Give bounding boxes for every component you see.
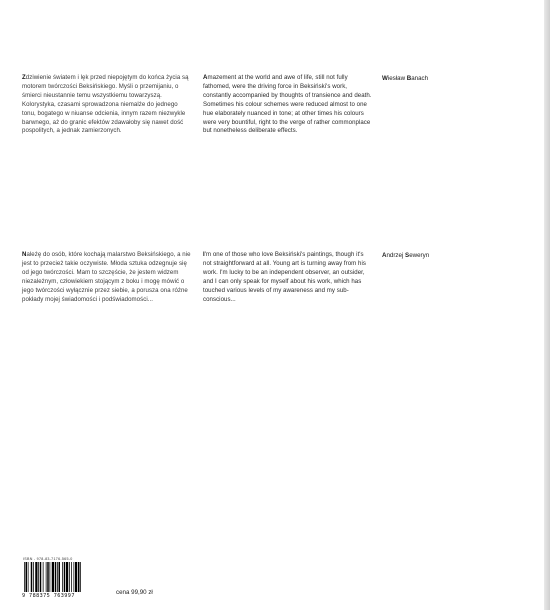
paragraph-text: 'm one of those who love Beksiński's paintings, though it's not straightforward at all. Young art is turning away from his work. I'm lucky to be an independent observer, an outsider, and I can only speak for myself about his work, which has touched various levels of my awareness and my sub-conscious... — [203, 251, 366, 303]
author-initial: S — [405, 252, 410, 259]
barcode-bar — [46, 562, 47, 592]
paragraph-text: mazement at the world and awe of life, still not fully fathomed, were the driving force in Beksiński's work, constantly accompanied by thoughts of transience and death. Sometimes his colour schemes were reduced almost to one hue elaborately nuanced in tone; at other times his colours were very bountiful, right to the verge of rather commonplace but nonetheless deliberate effects. — [203, 74, 372, 135]
barcode-digits: 9 788375 763997 — [22, 593, 75, 599]
isbn-label: ISBN - 978-83-7176-565-0 — [23, 557, 73, 561]
author-initial: A — [382, 252, 387, 259]
barcode-bar — [80, 562, 81, 592]
barcode-bar — [38, 562, 39, 592]
barcode-bar — [31, 562, 33, 592]
barcode-bar — [75, 562, 77, 592]
barcode-bar — [50, 562, 51, 592]
author-last-name: anach — [411, 75, 429, 82]
author-initial: B — [406, 75, 412, 82]
drop-cap: N — [22, 251, 27, 258]
drop-cap: A — [203, 74, 208, 81]
barcode — [24, 562, 102, 592]
polish-paragraph-seweryn — [22, 251, 192, 304]
barcode-bar — [57, 562, 58, 592]
barcode-bar — [35, 562, 37, 592]
author-name-banach — [382, 74, 428, 83]
barcode-bar — [43, 562, 44, 592]
author-first-name: ndrzej — [386, 252, 406, 259]
drop-cap: I — [203, 251, 205, 258]
barcode-bar — [52, 562, 54, 592]
polish-paragraph-banach — [22, 74, 190, 136]
barcode-bar — [66, 562, 68, 592]
author-initial: W — [382, 75, 388, 82]
english-paragraph-banach — [203, 74, 373, 136]
drop-cap: Z — [22, 74, 26, 81]
barcode-bar — [74, 562, 75, 592]
barcode-bar — [40, 562, 42, 592]
author-name-seweryn — [382, 251, 429, 260]
barcode-bar — [62, 562, 63, 592]
barcode-bar — [71, 562, 72, 592]
price-label: cena 99,90 zł — [116, 589, 153, 596]
barcode-bar — [28, 562, 29, 592]
barcode-bar — [26, 562, 28, 592]
paragraph-text: dziwienie światem i lęk przed niepojętym do końca życia są motorem twórczości Beksińskiego. Myśli o przemijaniu, o śmierci nieustannie temu wszystkiemu towarzyszą. Kolorystyka, czasami sprowadzona niemalże do jednego tonu, bogatego w niuanse odcienia, innym razem niezwykle barwnego, aż do granic efektów zdawałoby się nawet dość pospolitych, a jednak zamierzonych. — [22, 74, 189, 135]
author-first-name: iesław — [387, 75, 407, 82]
barcode-bar — [64, 562, 66, 592]
barcode-bar — [55, 562, 57, 592]
book-spine-edge — [544, 0, 550, 610]
english-paragraph-seweryn — [203, 251, 373, 304]
barcode-bar — [24, 562, 25, 592]
author-last-name: eweryn — [409, 252, 430, 259]
barcode-bar — [59, 562, 61, 592]
barcode-bar — [33, 562, 34, 592]
barcode-bar — [78, 562, 80, 592]
barcode-bar — [69, 562, 70, 592]
paragraph-text: ależę do osób, które kochają malarstwo Beksińskiego, a nie jest to przecież takie oczywiste. Młoda sztuka odzegnuje się od jego twórczości. Mam to szczęście, że jestem widzem niezależnym, człowiekiem stojącym z boku i mogę mówić o jego twórczości wyłącznie przez siebie, a porusza ona różne pokłady mojej świadomości i podświadomości... — [22, 251, 191, 303]
barcode-bar — [47, 562, 49, 592]
